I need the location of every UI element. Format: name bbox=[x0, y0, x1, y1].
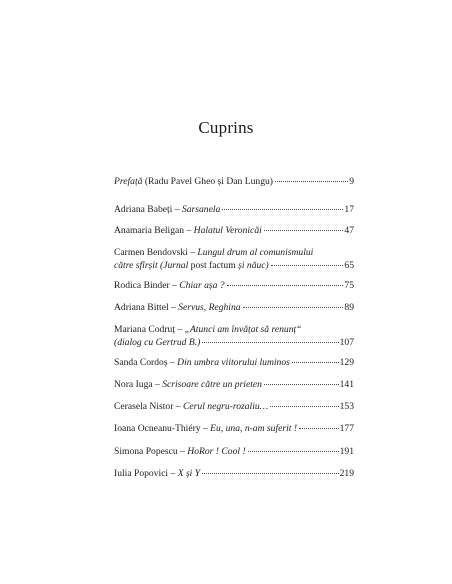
toc-entry-cordos bbox=[114, 357, 354, 370]
toc-entry-bittel bbox=[114, 302, 354, 315]
dot-leader bbox=[202, 473, 339, 474]
entry-title: Chiar așa ? bbox=[179, 280, 225, 291]
dot-leader bbox=[270, 406, 338, 407]
page-number: 75 bbox=[344, 280, 354, 291]
dot-leader bbox=[243, 307, 344, 308]
dot-leader bbox=[248, 451, 339, 452]
entry-author: Simona Popescu – bbox=[114, 446, 188, 457]
dot-leader bbox=[222, 209, 343, 210]
toc-entry-ocneanu-thiery bbox=[114, 423, 354, 436]
entry-title-cont: (dialog cu Gertrud B.) bbox=[114, 336, 201, 348]
dot-leader bbox=[299, 428, 339, 429]
entry-title: Servus, Reghina bbox=[178, 302, 241, 313]
entry-author: Mariana Codruț – bbox=[114, 324, 185, 335]
page-number: 89 bbox=[344, 302, 354, 313]
toc-entry-popescu bbox=[114, 446, 354, 459]
dot-leader bbox=[264, 230, 344, 231]
page-number: 9 bbox=[349, 176, 354, 187]
entry-author: Iulia Popovici – bbox=[114, 468, 178, 479]
page-number: 153 bbox=[339, 401, 354, 412]
entry-author: Nora Iuga – bbox=[114, 379, 163, 390]
entry-title: X și Y bbox=[177, 468, 201, 479]
dot-leader bbox=[202, 342, 338, 343]
page-number: 141 bbox=[339, 379, 354, 390]
entry-title: HoRor ! Cool ! bbox=[187, 446, 246, 457]
toc-entry-bendovski bbox=[114, 247, 354, 272]
dot-leader bbox=[275, 181, 348, 182]
entry-authors: (Radu Pavel Gheo și Dan Lungu) bbox=[142, 176, 273, 187]
entry-author: Carmen Bendovski – bbox=[114, 247, 198, 258]
entry-author: Cerasela Nistor – bbox=[114, 401, 184, 412]
page-number: 177 bbox=[339, 423, 354, 434]
toc-entry-beligan bbox=[114, 225, 354, 238]
toc-entry-babeti bbox=[114, 204, 354, 217]
entry-title-cont: către sfîrșit (Jurnal bbox=[114, 259, 191, 271]
toc-entry-popovici bbox=[114, 468, 354, 481]
entry-author: Ioana Ocneanu-Thiéry – bbox=[114, 423, 211, 434]
toc-entry-iuga bbox=[114, 379, 354, 392]
entry-title-plain: post factum bbox=[190, 259, 239, 271]
page-number: 47 bbox=[344, 225, 354, 236]
entry-author: Anamaria Beligan – bbox=[114, 225, 194, 236]
toc-entry-codrut bbox=[114, 324, 354, 349]
entry-title-cont2: și năuc) bbox=[238, 259, 269, 271]
entry-author: Adriana Bittel – bbox=[114, 302, 179, 313]
dot-leader bbox=[227, 285, 344, 286]
page-number: 219 bbox=[339, 468, 354, 479]
page-number: 129 bbox=[339, 357, 354, 368]
entry-title: Sarsanela bbox=[181, 204, 221, 215]
dot-leader bbox=[271, 265, 344, 266]
dot-leader bbox=[292, 362, 339, 363]
entry-author: Rodica Binder – bbox=[114, 280, 180, 291]
entry-title: Scrisoare către un prieten bbox=[162, 379, 262, 390]
page-number: 107 bbox=[339, 336, 354, 348]
page-number: 17 bbox=[344, 204, 354, 215]
entry-author: Sanda Cordoș – bbox=[114, 357, 178, 368]
toc-entry-prefata bbox=[114, 176, 354, 189]
page-title: Cuprins bbox=[198, 118, 254, 137]
page-number: 65 bbox=[344, 259, 354, 271]
entry-title: Eu, una, n-am suferit ! bbox=[210, 423, 298, 434]
page-number: 191 bbox=[339, 446, 354, 457]
entry-title: Din umbra viitorului luminos bbox=[177, 357, 290, 368]
entry-title: Cerul negru-rozaliu… bbox=[183, 401, 269, 412]
dot-leader bbox=[264, 384, 339, 385]
toc-entry-nistor bbox=[114, 401, 354, 414]
entry-author: Adriana Babeți – bbox=[114, 204, 182, 215]
entry-title: Prefață bbox=[114, 176, 143, 187]
entry-title: Halatul Veronicăi bbox=[193, 225, 262, 236]
entry-title: Lungul drum al comunismului bbox=[197, 247, 314, 258]
toc-entry-binder bbox=[114, 280, 354, 293]
entry-title: „Atunci am învățat să renunț“ bbox=[184, 324, 302, 335]
